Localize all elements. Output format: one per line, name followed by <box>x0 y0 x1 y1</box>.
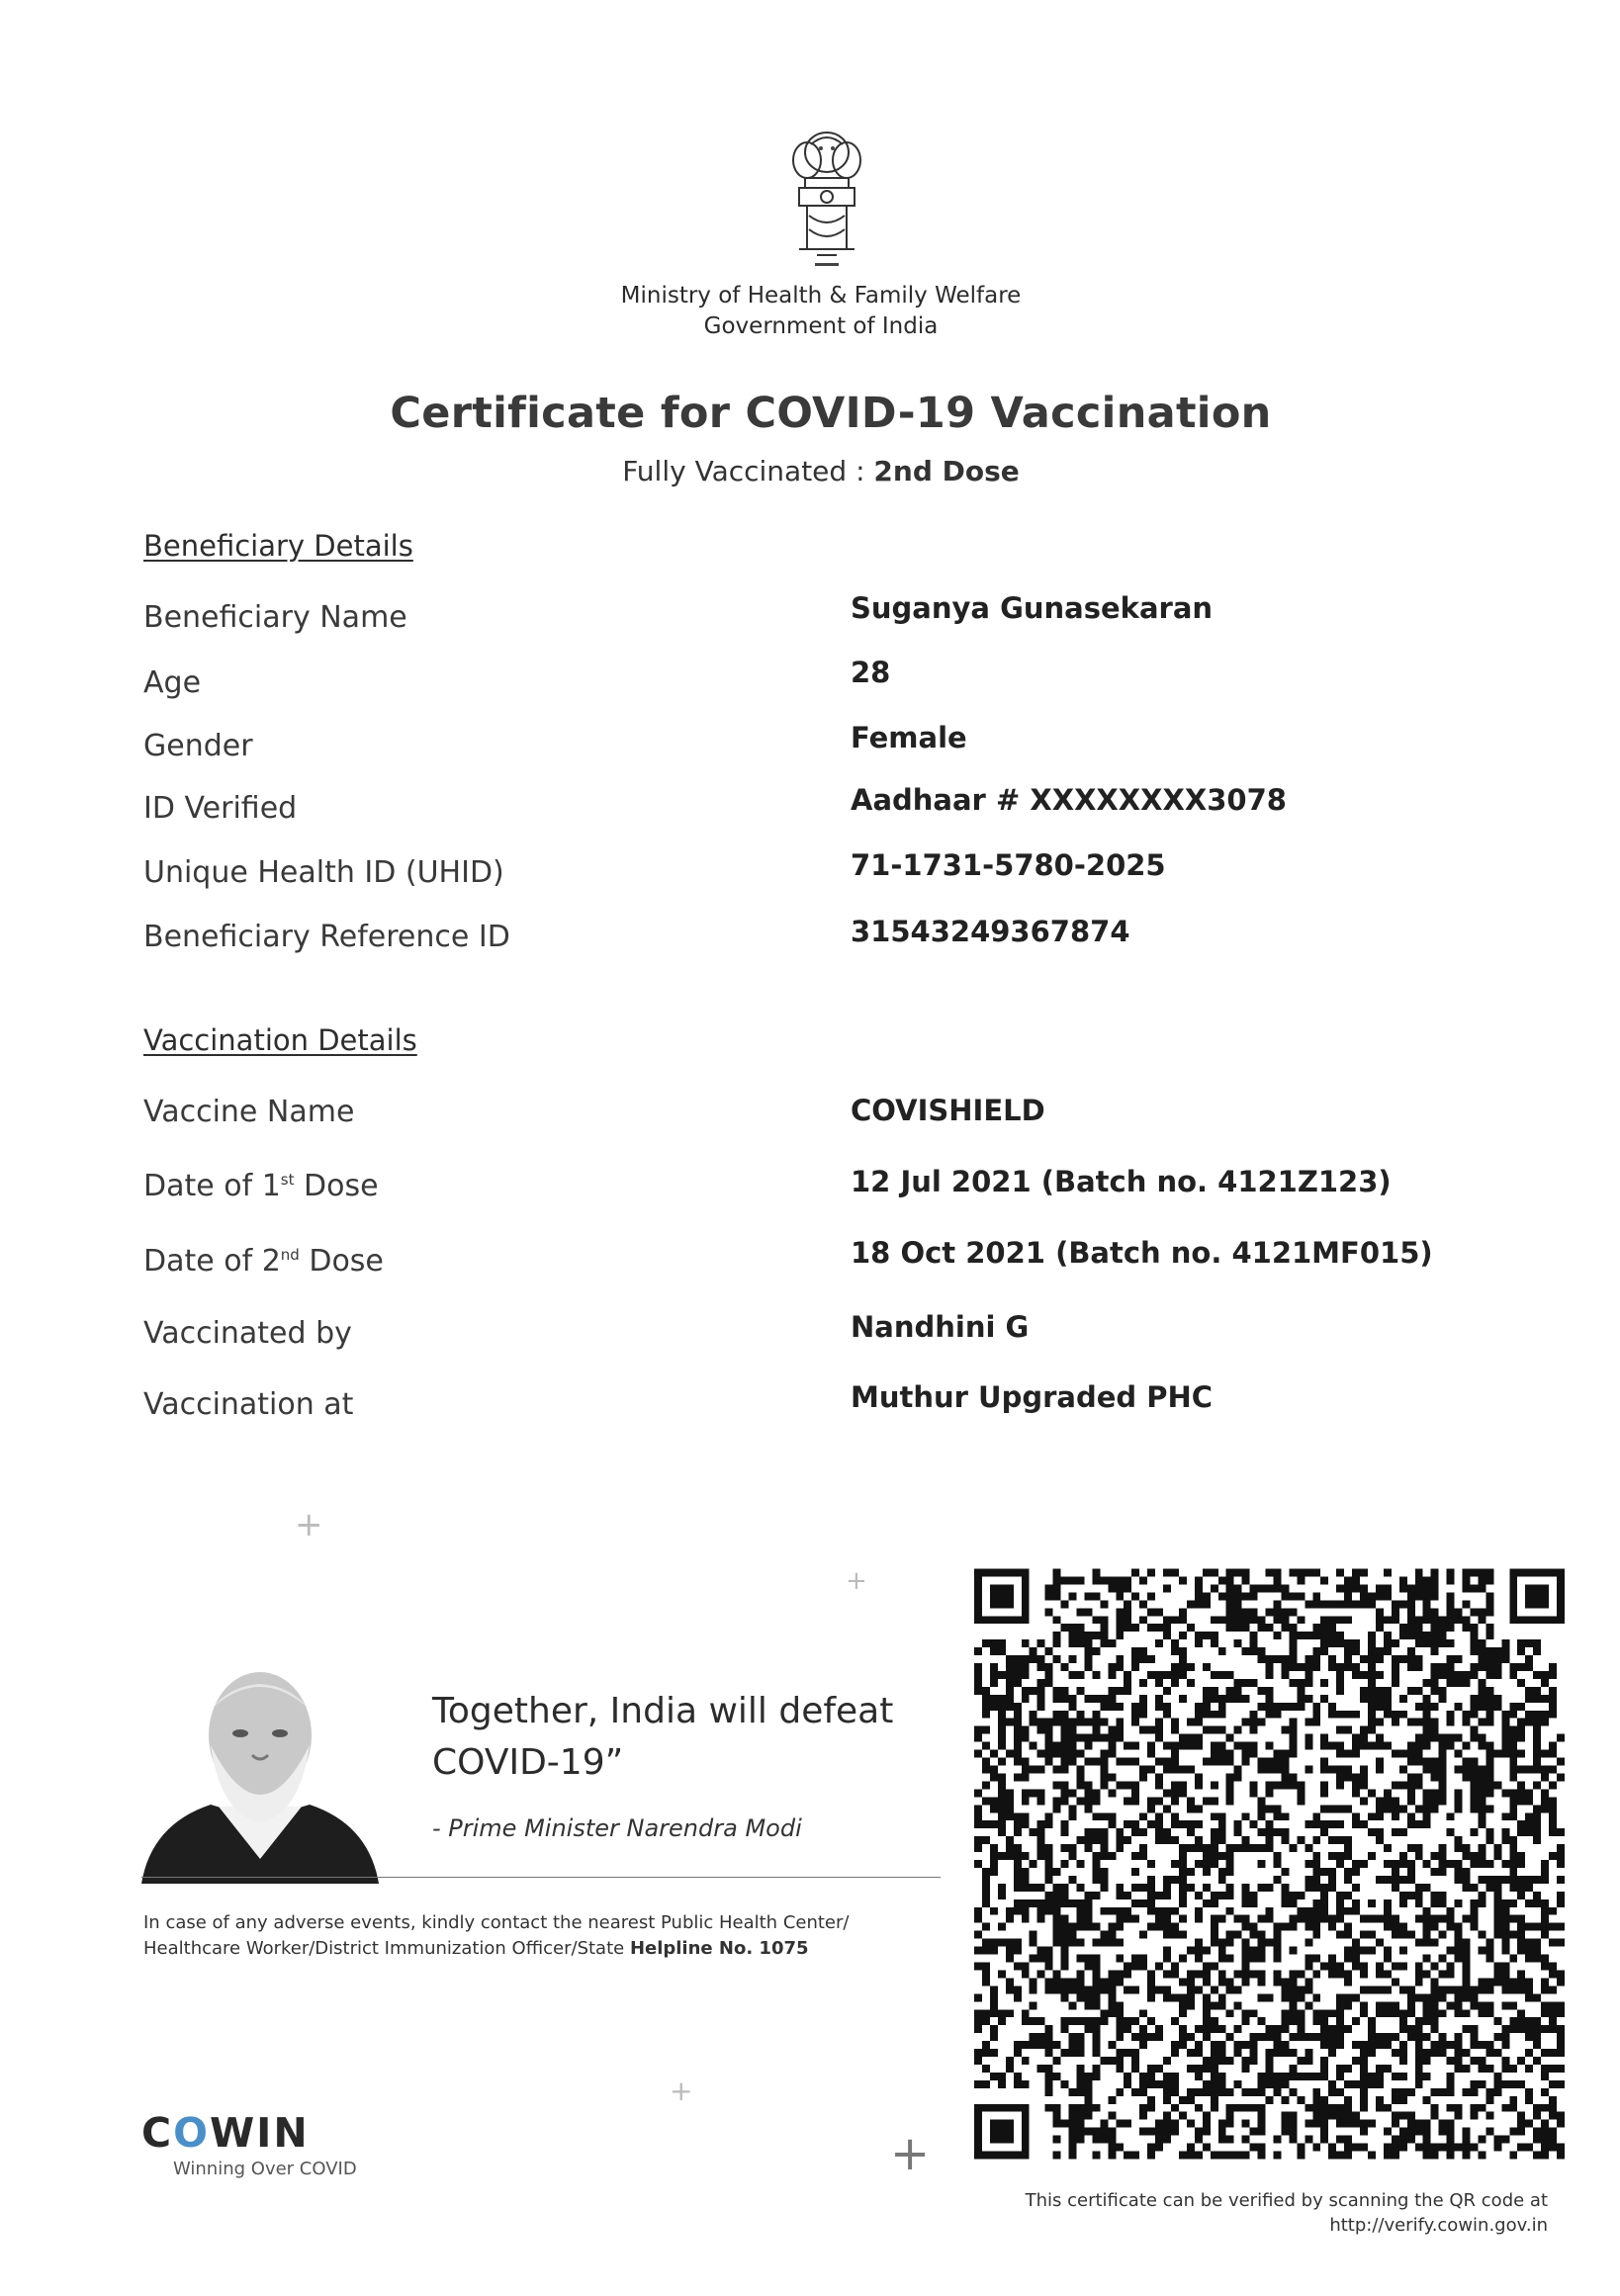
vaccination-details-heading: Vaccination Details <box>143 1023 417 1057</box>
vaccination-at-value: Muthur Upgraded PHC <box>851 1380 1214 1414</box>
vaccinated-by-label: Vaccinated by <box>143 1316 352 1351</box>
dose1-label-prefix: Date of 1 <box>143 1169 281 1203</box>
vaccination-status <box>326 455 1315 487</box>
vaccinated-by-value: Nandhini G <box>851 1310 1030 1344</box>
reference-id-value: 31543249367874 <box>851 915 1130 948</box>
footer-divider <box>141 1877 941 1878</box>
plus-mark-icon: + <box>890 2126 931 2181</box>
dose2-label-prefix: Date of 2 <box>143 1244 281 1279</box>
verify-text: This certificate can be verified by scanning the QR code at <box>1025 2190 1548 2211</box>
dose1-value: 12 Jul 2021 (Batch no. 4121Z123) <box>851 1165 1392 1198</box>
id-verified-label: ID Verified <box>143 791 298 826</box>
state-emblem-icon <box>777 127 876 273</box>
age-value: 28 <box>851 656 891 689</box>
plus-mark-icon: + <box>295 1505 323 1545</box>
dose2-label <box>143 1244 384 1279</box>
ministry-name: Ministry of Health & Family Welfare <box>620 283 1022 309</box>
gender-value: Female <box>851 721 967 754</box>
vaccination-at-label: Vaccination at <box>143 1387 354 1422</box>
qr-finder-pattern <box>978 2108 1026 2156</box>
beneficiary-name-label: Beneficiary Name <box>143 600 407 635</box>
age-label: Age <box>143 665 202 700</box>
beneficiary-details-heading: Beneficiary Details <box>143 529 413 563</box>
adverse-events-notice <box>143 1910 915 1962</box>
vaccine-name-value: COVISHIELD <box>851 1094 1045 1127</box>
status-prefix: Fully Vaccinated : <box>622 455 874 487</box>
gender-label: Gender <box>143 729 253 763</box>
id-verified-value: Aadhaar # XXXXXXXX3078 <box>851 783 1287 817</box>
beneficiary-name-value: Suganya Gunasekaran <box>851 591 1214 625</box>
qr-finder-pattern <box>1513 1572 1561 1620</box>
dose2-ordinal: nd <box>280 1246 300 1264</box>
campaign-quote <box>432 1686 946 1789</box>
adverse-events-text: In case of any adverse events, kindly contact the nearest Public Health Center/ Healthcare Worker/District Immunization Officer/State <box>143 1912 850 1959</box>
government-name: Government of India <box>703 313 939 339</box>
prime-minister-portrait <box>141 1646 379 1884</box>
quote-line-1: Together, India will defeat <box>432 1691 894 1731</box>
certificate-title: Certificate for COVID-19 Vaccination <box>390 389 1272 438</box>
cowin-tagline: Winning Over COVID <box>173 2159 357 2179</box>
verify-url[interactable]: http://verify.cowin.gov.in <box>1329 2215 1548 2236</box>
quote-attribution: - Prime Minister Narendra Modi <box>432 1814 802 1842</box>
uhid-label: Unique Health ID (UHID) <box>143 855 504 890</box>
status-dose: 2nd Dose <box>873 455 1020 487</box>
dose1-ordinal: st <box>280 1171 295 1189</box>
qr-finder-pattern <box>978 1572 1026 1620</box>
verification-qr-code[interactable] <box>974 1564 1565 2164</box>
quote-line-2: COVID-19” <box>432 1742 624 1783</box>
reference-id-label: Beneficiary Reference ID <box>143 920 510 954</box>
ministry-header <box>475 281 1167 342</box>
vaccine-name-label: Vaccine Name <box>143 1095 355 1129</box>
plus-mark-icon: + <box>670 2075 693 2107</box>
plus-mark-icon: + <box>846 1566 867 1596</box>
uhid-value: 71-1731-5780-2025 <box>851 848 1166 882</box>
dose1-label <box>143 1169 379 1203</box>
dose1-label-suffix: Dose <box>294 1169 379 1203</box>
helpline-number: Helpline No. 1075 <box>629 1938 809 1959</box>
cowin-wordmark: COWIN <box>141 2109 310 2157</box>
cowin-logo <box>141 2109 357 2179</box>
dose2-label-suffix: Dose <box>299 1244 384 1279</box>
verification-note <box>940 2188 1548 2238</box>
dose2-value: 18 Oct 2021 (Batch no. 4121MF015) <box>851 1236 1433 1270</box>
